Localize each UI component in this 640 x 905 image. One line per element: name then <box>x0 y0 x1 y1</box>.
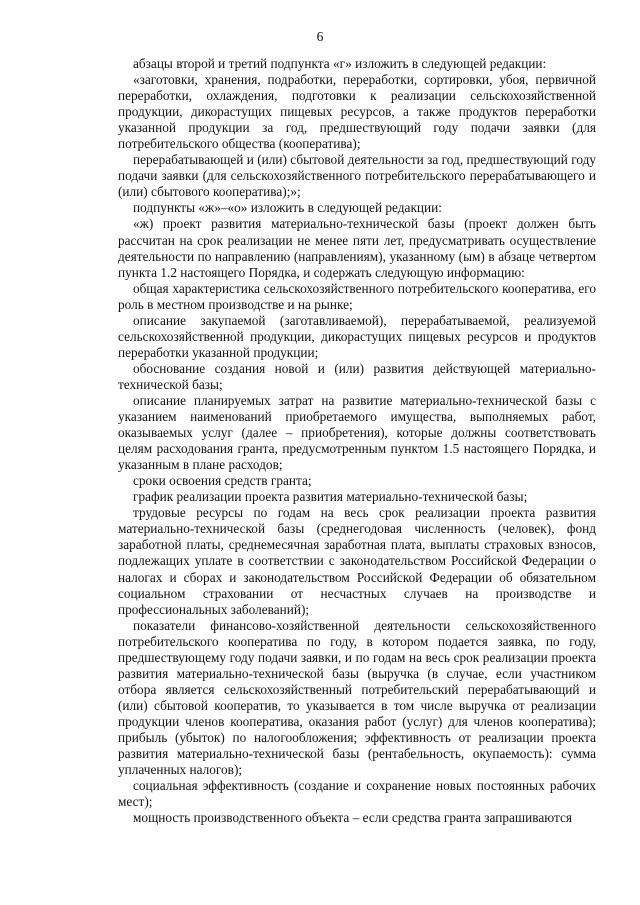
paragraph-processing-activity: перерабатывающей и (или) сбытовой деятельности за год, предшествующий году подачи заявки (для сельскохозяйственного потребительского перерабатывающего и (или) сбытового кооператива);»; <box>118 152 596 200</box>
paragraph-planned-costs: описание планируемых затрат на развитие материально-технической базы с указанием наименований приобретаемого имущества, выполняемых работ, оказываемых услуг (далее – приобретения), которые должны соответствовать целям расходования гранта, предусмотренным пунктом 1.5 настоящего Порядка, и указанным в плане расходов; <box>118 392 596 473</box>
page-number: 6 <box>316 29 324 44</box>
paragraph-grant-terms: сроки освоения средств гранта; <box>133 473 312 489</box>
paragraph-general-characteristics: общая характеристика сельскохозяйственного потребительского кооператива, его роль в местном производстве и на рынке; <box>118 280 596 312</box>
paragraph-procurement-activities: «заготовки, хранения, подработки, переработки, сортировки, убоя, первичной переработки, охлаждения, подготовки к реализации сельскохозяйственной продукции, дикорастущих пищевых ресурсов, а также продуктов переработки указанной продукции за год, предшествующий году подачи заявки (для потребительского общества (кооператива); <box>118 72 596 152</box>
paragraph-subpoints-intro: подпункты «ж»–«о» изложить в следующей редакции: <box>133 200 442 216</box>
paragraph-justification: обоснование создания новой и (или) развития действующей материально-технической базы; <box>118 360 596 392</box>
paragraph-product-description: описание закупаемой (заготавливаемой), перерабатываемой, реализуемой сельскохозяйственной продукции, дикорастущих пищевых ресурсов и продуктов переработки указанной продукции; <box>118 312 596 360</box>
paragraph-production-capacity: мощность производственного объекта – если средства гранта запрашиваются <box>133 810 572 826</box>
paragraph-labor-resources: трудовые ресурсы по годам на весь срок реализации проекта развития материально-технической базы (среднегодовая численность (человек), фонд заработной платы, среднемесячная заработная плата, выплаты страховых взносов, подлежащих уплате в соответствии с законодательством Российской Федерации о налогах и сборах и законодательством Российской Федерации об обязательном социальном страховании от несчастных случаев на производстве и профессиональных заболеваний); <box>118 505 596 617</box>
paragraph-social-efficiency: социальная эффективность (создание и сохранение новых постоянных рабочих мест); <box>118 778 596 810</box>
paragraph-project-development: «ж) проект развития материально-технической базы (проект должен быть рассчитан на срок реализации не менее пяти лет, предусматривать осуществление деятельности по направлению (направлениям), указанному (ым) в абзаце четвертом пункта 1.2 настоящего Порядка, и содержать следующую информацию: <box>118 216 596 280</box>
document-body <box>118 56 596 826</box>
paragraph-schedule: график реализации проекта развития материально-технической базы; <box>133 489 528 505</box>
paragraph-financial-indicators: показатели финансово-хозяйственной деятельности сельскохозяйственного потребительского кооператива по году, в котором подается заявка, по году, предшествующему году подачи заявки, и по годам на весь срок реализации проекта развития материально-технической базы (выручка (в случае, если участником отбора является сельскохозяйственный потребительский перерабатывающий и (или) сбытовой кооператив, то указывается в том числе выручка от реализации продукции членов кооператива, оказания работ (услуг) для членов кооператива); прибыль (убыток) по налогообложения; эффективность от реализации проекта развития материально-технической базы (рентабельность, окупаемость): сумма уплаченных налогов); <box>118 617 596 778</box>
paragraph-amendment-intro: абзацы второй и третий подпункта «г» изложить в следующей редакции: <box>133 56 547 71</box>
